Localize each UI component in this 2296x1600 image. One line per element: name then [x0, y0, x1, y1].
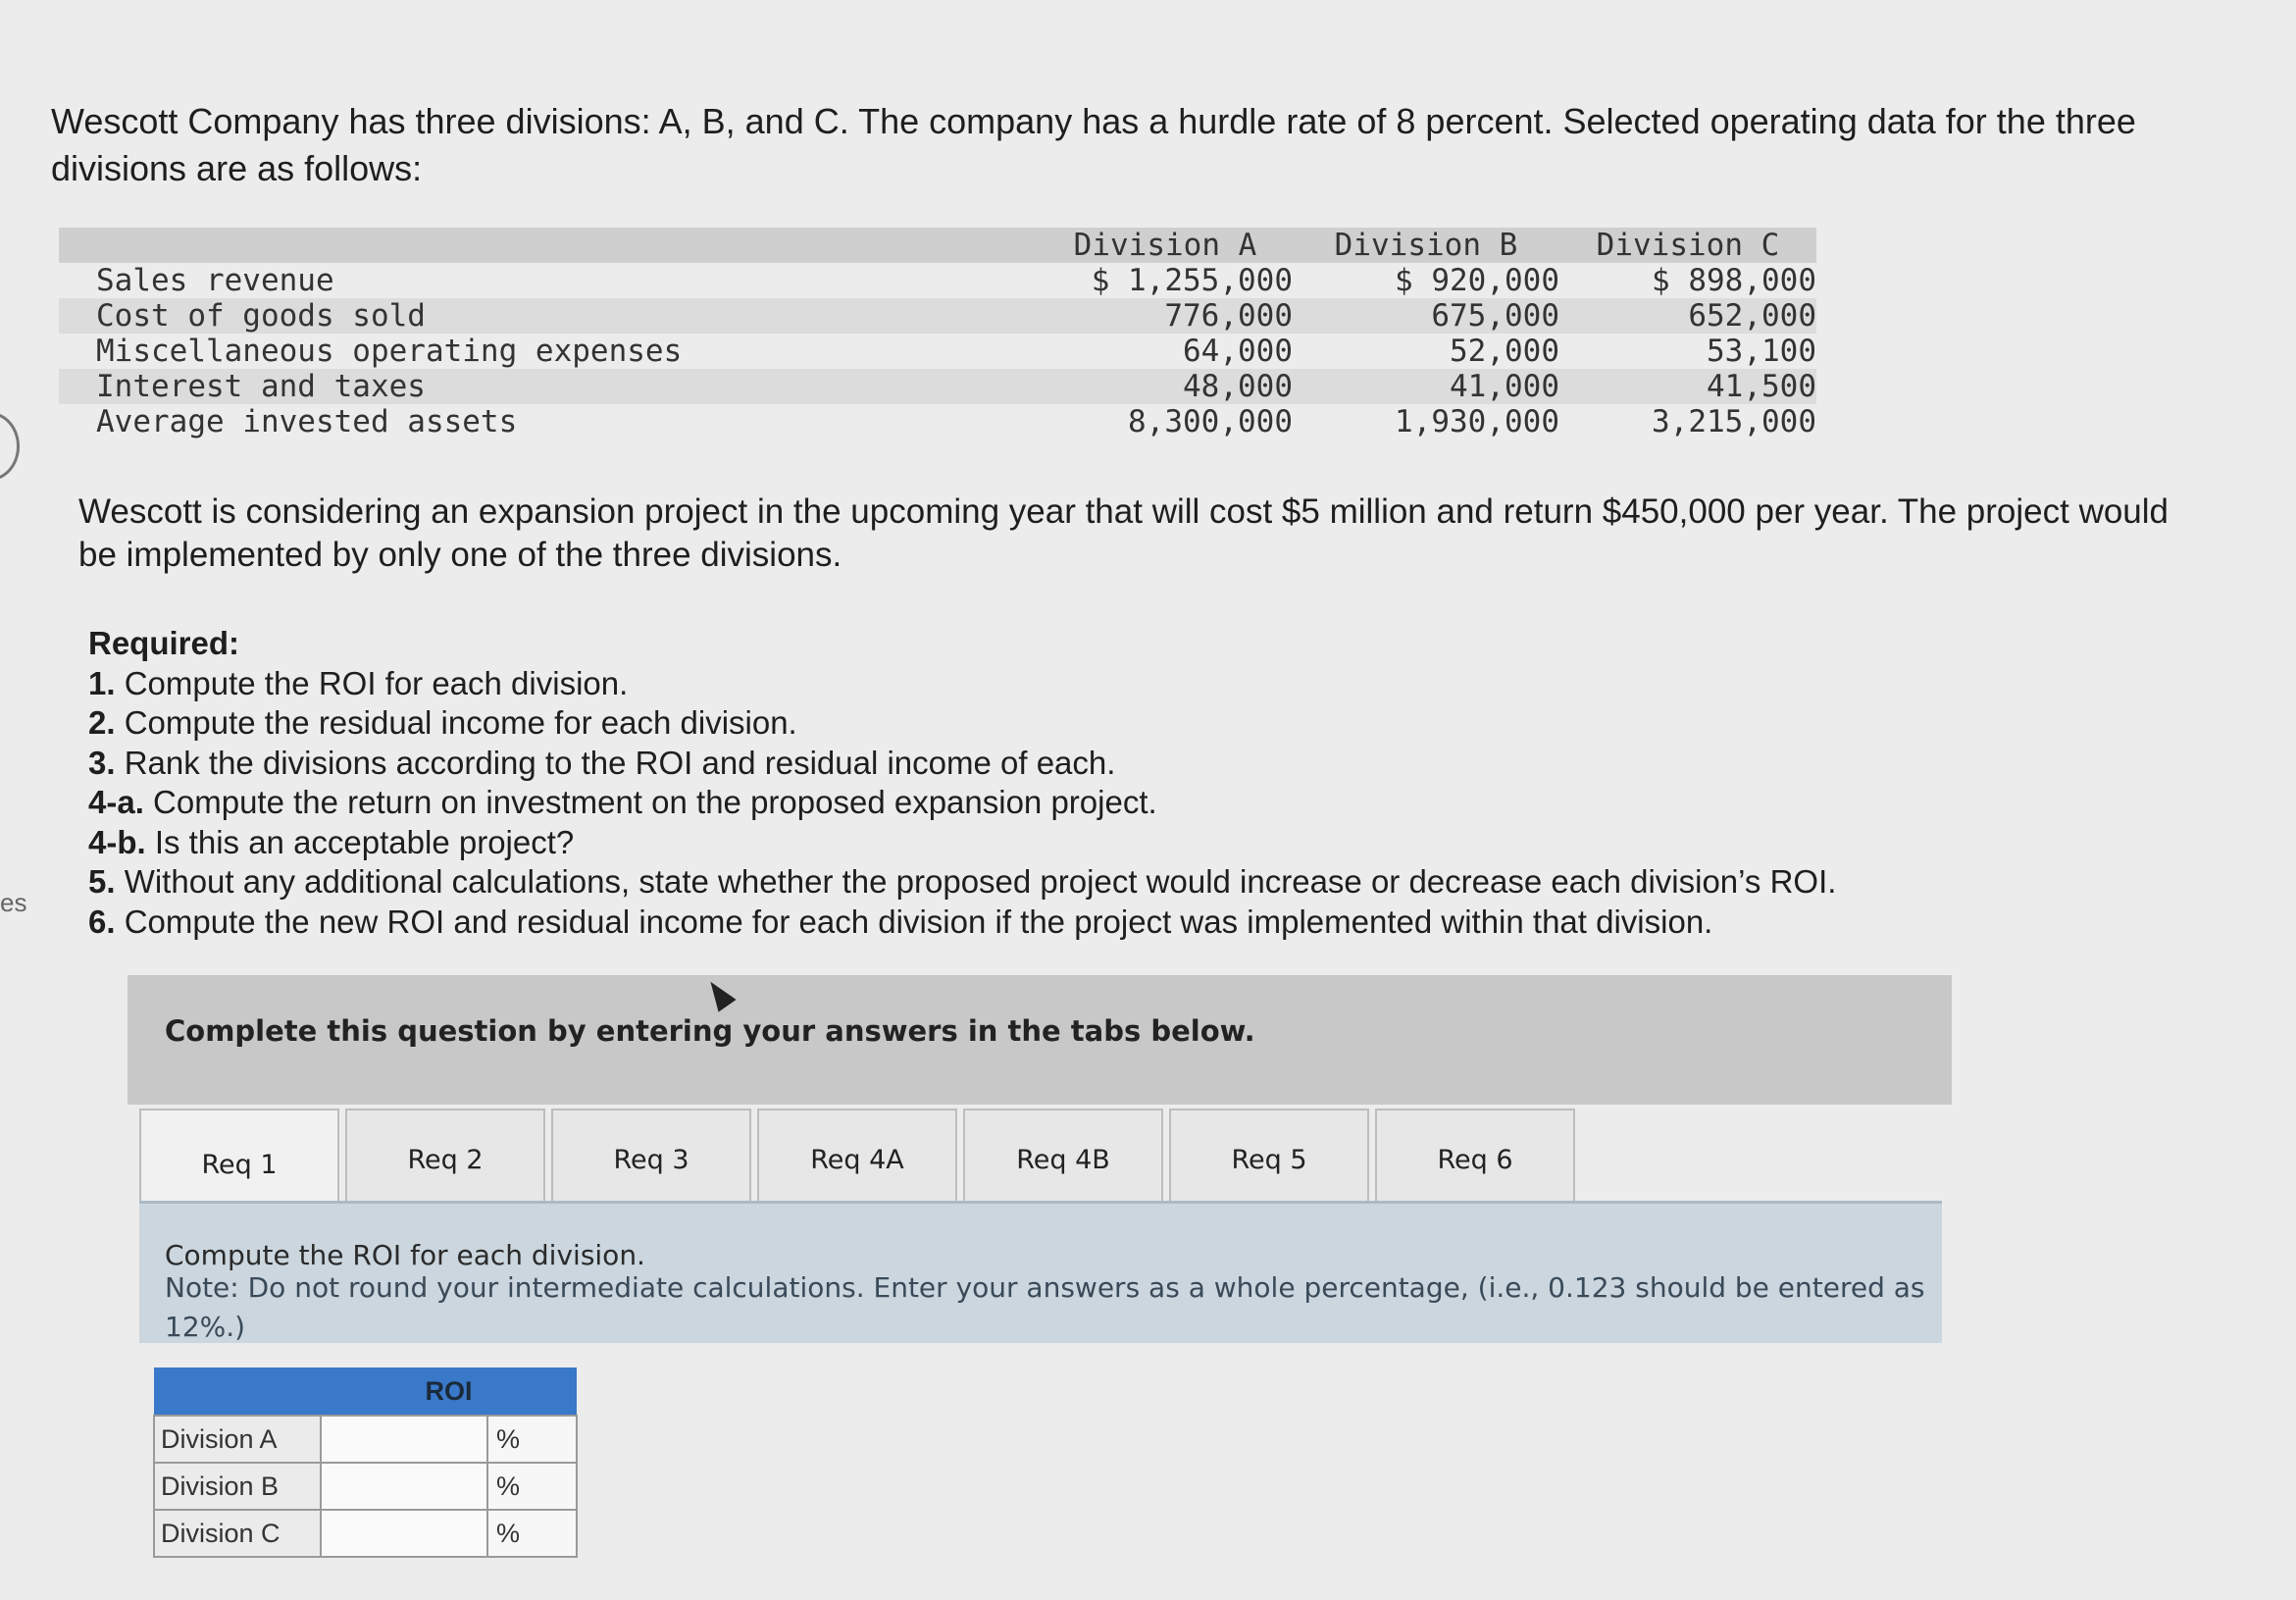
operating-data-table	[59, 228, 1816, 439]
col-division-a: Division A	[1038, 228, 1293, 263]
percent-unit: %	[487, 1416, 577, 1463]
row-label: Division B	[154, 1463, 321, 1510]
required-list	[88, 624, 1836, 942]
list-item: 6. Compute the new ROI and residual income for each division if the project was implemented within that division.	[88, 903, 1713, 940]
question-note: Note: Do not round your intermediate calculations. Enter your answers as a whole percentage, (i.e., 0.123 should be entered as 12%.)	[165, 1271, 1925, 1343]
list-item: 2. Compute the residual income for each division.	[88, 704, 797, 741]
roi-header: ROI	[321, 1368, 577, 1416]
table-row: Miscellaneous operating expenses 64,000 52,000 53,100	[96, 334, 1816, 369]
question-text: Compute the ROI for each division.	[165, 1239, 645, 1271]
question-panel	[139, 1201, 1942, 1343]
col-division-b: Division B	[1293, 228, 1559, 263]
tab-req-4a[interactable]: Req 4A	[757, 1109, 957, 1209]
tab-req-1[interactable]: Req 1	[139, 1109, 339, 1218]
row-label: Division A	[154, 1416, 321, 1463]
tab-req-2[interactable]: Req 2	[345, 1109, 545, 1209]
percent-unit: %	[487, 1510, 577, 1557]
col-division-c: Division C	[1559, 228, 1816, 263]
table-row: Sales revenue $ 1,255,000 $ 920,000 $ 898,000	[96, 263, 1816, 298]
list-item: 4-b. Is this an acceptable project?	[88, 823, 575, 860]
tab-req-4b[interactable]: Req 4B	[963, 1109, 1163, 1209]
roi-input-division-b[interactable]	[322, 1466, 486, 1507]
table-row: Cost of goods sold 776,000 675,000 652,000	[59, 298, 1816, 334]
table-row	[154, 1510, 577, 1557]
list-item: 1. Compute the ROI for each division.	[88, 664, 629, 701]
left-edge-fragment	[0, 412, 20, 481]
roi-answer-table	[153, 1368, 578, 1558]
tab-req-5[interactable]: Req 5	[1169, 1109, 1369, 1209]
roi-input-division-a[interactable]	[322, 1419, 486, 1460]
required-heading: Required:	[88, 625, 240, 661]
instructions-banner: Complete this question by entering your answers in the tabs below.	[128, 975, 1952, 1105]
tab-req-6[interactable]: Req 6	[1375, 1109, 1575, 1209]
left-edge-text: es	[0, 888, 27, 917]
expansion-text: Wescott is considering an expansion project in the upcoming year that will cost $5 million and return $450,000 per year. The project would be implemented by only one of the three divisions.	[78, 492, 2169, 574]
list-item: 4-a. Compute the return on investment on the proposed expansion project.	[88, 784, 1157, 820]
table-row	[154, 1416, 577, 1463]
table-row: Average invested assets 8,300,000 1,930,000 3,215,000	[96, 404, 1816, 439]
row-label: Division C	[154, 1510, 321, 1557]
list-item: 5. Without any additional calculations, state whether the proposed project would increase or decrease each division’s ROI.	[88, 863, 1837, 900]
tab-req-3[interactable]: Req 3	[551, 1109, 751, 1209]
table-row: Interest and taxes 48,000 41,000 41,500	[59, 369, 1816, 404]
list-item: 3. Rank the divisions according to the ROI and residual income of each.	[88, 744, 1116, 781]
table-row	[154, 1463, 577, 1510]
percent-unit: %	[487, 1463, 577, 1510]
roi-input-division-c[interactable]	[322, 1513, 486, 1554]
intro-text: Wescott Company has three divisions: A, B, and C. The company has a hurdle rate of 8 percent. Selected operating data for the three divisions are as follows:	[51, 101, 2136, 188]
